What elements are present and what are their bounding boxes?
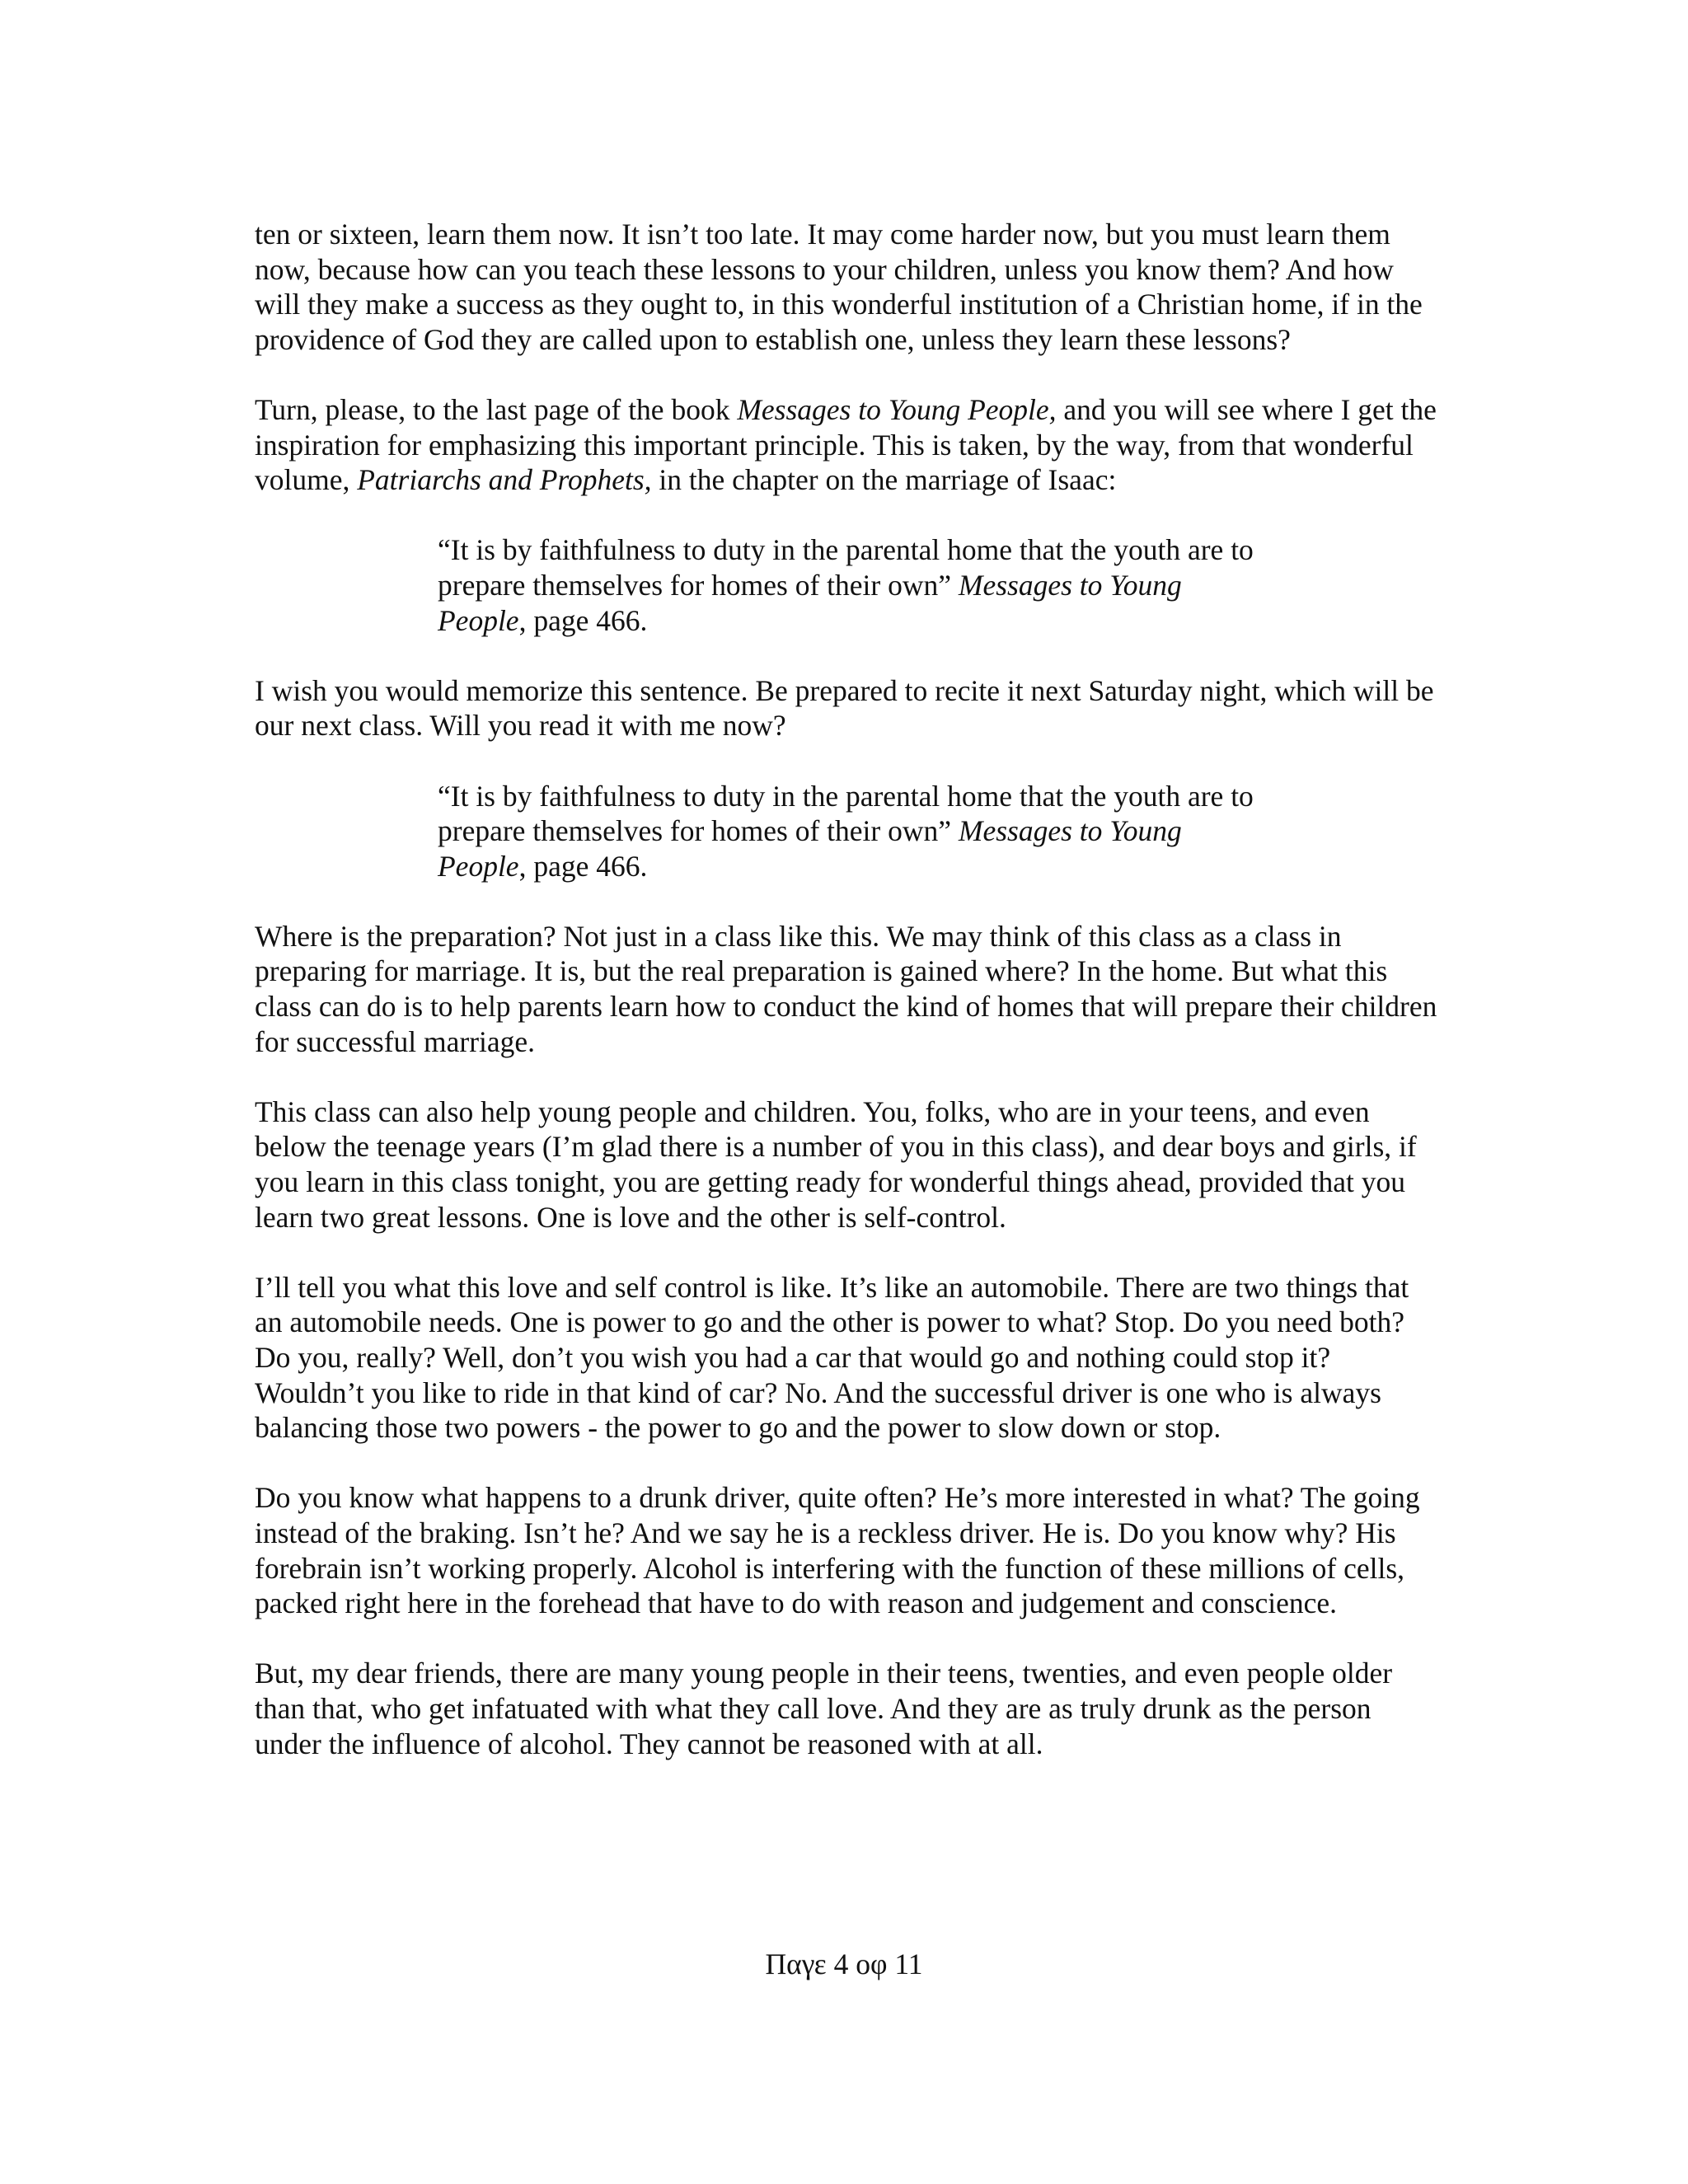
block-quote-2: [255, 779, 1278, 884]
book-title-patriarchs: Patriarchs and Prophets,: [357, 463, 652, 497]
quote-1-text: “It is by faithfulness to duty in the parental home that the youth are to prepare themselves for homes of their own”: [438, 533, 1254, 602]
paragraph-5: This class can also help young people and children. You, folks, who are in your teens, and even below the teenage years (I’m glad there is a number of you in this class), and dear boys and girls, if you learn in this class tonight, you are getting ready for wonderful things ahead, provided that you learn two great lessons. One is love and the other is self-control.: [255, 1094, 1417, 1234]
quote-2-page: , page 466.: [518, 849, 648, 883]
paragraph-6: I’ll tell you what this love and self control is like. It’s like an automobile. There are two things that an automobile needs. One is power to go and the other is power to what? Stop. Do you need both? Do you, really? Well, don’t you wish you had a car that would go and nothing could stop it? Wouldn’t you like to ride in that kind of car? No. And the successful driver is one who is always balancing those two powers - the power to go and the power to slow down or stop.: [255, 1270, 1409, 1445]
paragraph-2: [255, 392, 1442, 498]
paragraph-3: I wish you would memorize this sentence. Be prepared to recite it next Saturday night, which will be our next class. Will you read it with me now?: [255, 673, 1434, 743]
paragraph-2-text-a: Turn, please, to the last page of the book: [255, 392, 738, 426]
paragraph-2-text-e: in the chapter on the marriage of Isaac:: [651, 463, 1117, 497]
block-quote-1: [255, 532, 1278, 638]
paragraph-8: But, my dear friends, there are many young people in their teens, twenties, and even people older than that, who get infatuated with what they call love. And they are as truly drunk as the person under the influence of alcohol. They cannot be reasoned with at all.: [255, 1657, 1393, 1760]
book-title-messages: Messages to Young People,: [737, 392, 1057, 426]
page-footer: [0, 1947, 1688, 1982]
paragraph-7: Do you know what happens to a drunk driver, quite often? He’s more interested in what? The going instead of the braking. Isn’t he? And we say he is a reckless driver. He is. Do you know why? His forebrain isn’t working properly. Alcohol is interfering with the function of these millions of cells, packed right here in the forehead that have to do with reason and judgement and conscience.: [255, 1481, 1420, 1620]
quote-1-source: Messages to Young People: [438, 568, 1182, 637]
quote-2-source: Messages to Young People: [438, 814, 1182, 883]
document-body: [255, 217, 1442, 1797]
paragraph-4: Where is the preparation? Not just in a class like this. We may think of this class as a class in preparing for marriage. It is, but the real preparation is gained where? In the home. But what this class can do is to help parents learn how to conduct the kind of homes that will prepare their children for successful marriage.: [255, 919, 1437, 1058]
quote-1-page: , page 466.: [518, 603, 648, 637]
paragraph-1: ten or sixteen, learn them now. It isn’t too late. It may come harder now, but you must learn them now, because how can you teach these lessons to your children, unless you know them? And how will they make a success as they ought to, in this wonderful institution of a Christian home, if in the providence of God they are called upon to establish one, unless they learn these lessons?: [255, 218, 1423, 356]
quote-2-text: “It is by faithfulness to duty in the parental home that the youth are to prepare themselves for homes of their own”: [438, 779, 1254, 848]
page-number-label: Παγε 4 οφ 11: [765, 1947, 923, 1980]
paragraph-2-text-c: and you will see where I get the inspiration for emphasizing this important principle. This is taken, by the way, from that wonderful volume,: [255, 392, 1437, 497]
